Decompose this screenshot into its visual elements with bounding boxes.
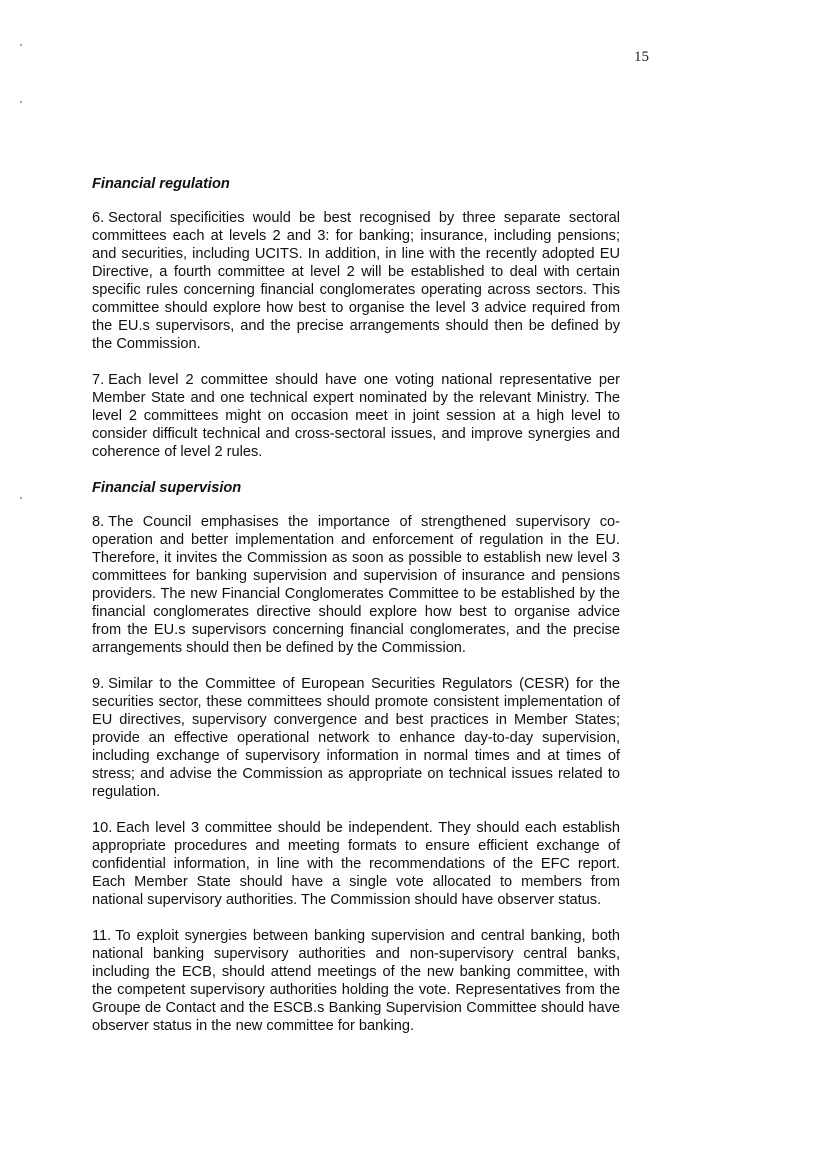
- paragraph-number: 7.: [92, 372, 105, 388]
- paragraph-8: [92, 513, 620, 657]
- paragraph-text: Each level 2 committee should have one voting national representative per Member State and one technical expert nominated by the relevant Ministry. The level 2 committees might on occasion meet in joint session at a high level to consider difficult technical and cross-sectoral issues, and improve synergies and coherence of level 2 rules.: [92, 372, 620, 460]
- paragraph-number: 9.: [92, 676, 105, 692]
- paragraph-text: To exploit synergies between banking supervision and central banking, both national banking supervisory authorities and non-supervisory central banks, including the ECB, should attend meetings of the new banking committee, with the competent supervisory authorities holding the vote. Representatives from the Groupe de Contact and the ESCB.s Banking Supervision Committee should have observer status in the new committee for banking.: [92, 928, 620, 1034]
- paragraph-number: 8.: [92, 514, 105, 530]
- paragraph-text: Similar to the Committee of European Securities Regulators (CESR) for the securities sector, these committees should promote consistent implementation of EU directives, supervisory convergence and best practices in Member States; provide an effective operational network to enhance day-to-day supervision, including exchange of supervisory information in normal times and at times of stress; and advise the Commission as appropriate on technical issues related to regulation.: [92, 676, 620, 800]
- section-heading-financial-regulation: Financial regulation: [92, 176, 230, 192]
- paragraph-text: Each level 3 committee should be independent. They should each establish appropriate procedures and meeting formats to ensure efficient exchange of confidential information, in line with the recommendations of the EFC report. Each Member State should have a single vote allocated to members from national supervisory authorities. The Commission should have observer status.: [92, 820, 620, 908]
- paragraph-7: [92, 371, 620, 461]
- section-heading-financial-supervision: Financial supervision: [92, 480, 242, 496]
- document-body: [92, 175, 620, 1053]
- paragraph-number: 11.: [92, 928, 112, 944]
- page-number: 15: [634, 49, 649, 65]
- paragraph-number: 10.: [92, 820, 113, 836]
- paragraph-text: Sectoral specificities would be best recognised by three separate sectoral committees each at levels 2 and 3: for banking; insurance, including pensions; and securities, including UCITS. In addition, in line with the recently adopted EU Directive, a fourth committee at level 2 will be established to deal with certain specific rules concerning financial conglomerates operating across sectors. This committee should explore how best to organise the level 3 advice required from the EU.s supervisors, and the precise arrangements should then be defined by the Commission.: [92, 210, 620, 352]
- scan-speck: [20, 44, 22, 46]
- paragraph-10: [92, 819, 620, 909]
- scan-speck: [20, 101, 22, 103]
- paragraph-9: [92, 675, 620, 801]
- paragraph-11: [92, 927, 620, 1035]
- paragraph-6: [92, 209, 620, 353]
- paragraph-number: 6.: [92, 210, 105, 226]
- paragraph-text: The Council emphasises the importance of strengthened supervisory co-operation and better implementation and enforcement of regulation in the EU. Therefore, it invites the Commission as soon as possible to establish new level 3 committees for banking supervision and supervision of insurance and pensions providers. The new Financial Conglomerates Committee to be established by the financial conglomerates directive should explore how best to organise advice from the EU.s supervisors concerning financial conglomerates, and the precise arrangements should then be defined by the Commission.: [92, 514, 620, 656]
- scan-speck: [20, 497, 22, 499]
